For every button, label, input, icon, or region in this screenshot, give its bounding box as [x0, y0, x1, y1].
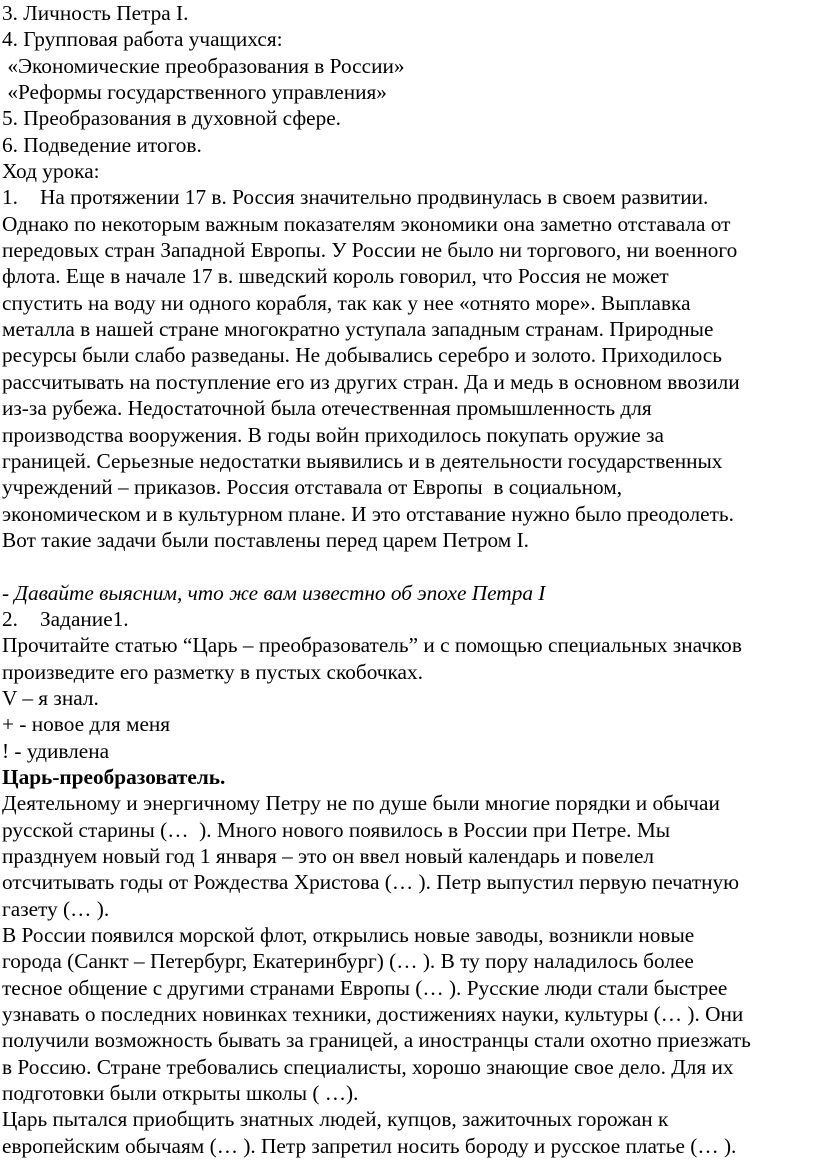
section-1-first-line [2, 184, 814, 210]
section-1 [2, 184, 814, 553]
paragraph-line: ресурсы были слабо разведаны. Не добывались серебро и золото. Приходилось [2, 343, 722, 368]
paragraph-line: границей. Серьезные недостатки выявились и в деятельности государственных [2, 448, 723, 473]
lesson-heading: Ход урока: [2, 159, 100, 184]
article-line: Царь пытался приобщить знатных людей, купцов, зажиточных горожан к [2, 1107, 669, 1132]
paragraph-line: спустить на воду ни одного корабля, так как у нее «отнято море». Выплавка [2, 290, 691, 315]
legend-item: ! - удивлена [2, 738, 110, 763]
article-line: города (Санкт – Петербург, Екатеринбург) (… ). В ту пору наладилось более [2, 949, 694, 974]
section-2-label: Задание1. [40, 606, 129, 631]
task-line: произведите его разметку в пустых скобочках. [2, 659, 423, 684]
document-page [2, 0, 814, 1159]
section-1-number: 1. [2, 185, 18, 210]
legend-item: + - новое для меня [2, 712, 171, 737]
paragraph-line: На протяжении 17 в. Россия значительно продвинулась в своем развитии. [40, 185, 709, 210]
task-line: Прочитайте статью “Царь – преобразователь” и с помощью специальных значков [2, 633, 742, 658]
article-line: газету (… ). [2, 896, 110, 921]
paragraph-line: экономическом и в культурном плане. И это отставание нужно было преодолеть. [2, 501, 734, 526]
paragraph-line: флота. Еще в начале 17 в. шведский король говорил, что Россия не может [2, 264, 669, 289]
article-line: в Россию. Стране требовались специалисты, хорошо знающие свое дело. Для их [2, 1054, 734, 1079]
plan-item: 5. Преобразования в духовной сфере. [2, 106, 342, 131]
lesson-plan [2, 0, 814, 158]
plan-item: «Реформы государственного управления» [2, 80, 387, 105]
article-line: отсчитывать годы от Рождества Христова (… ). Петр выпустил первую печатную [2, 870, 740, 895]
article-title: Царь-преобразователь. [2, 764, 226, 789]
article-line: подготовки были открыты школы ( …). [2, 1081, 359, 1106]
plan-item: «Экономические преобразования в России» [2, 53, 405, 78]
article-line: узнавать о последних новинках техники, достижениях науки, культуры (… ). Они [2, 1002, 744, 1027]
article-line: получили возможность бывать за границей, а иностранцы стали охотно приезжать [2, 1028, 751, 1053]
question-line: - Давайте выясним, что же вам известно об эпохе Петра I [2, 580, 546, 605]
article-line: Деятельному и энергичному Петру не по душе были многие порядки и обычаи [2, 791, 720, 816]
paragraph-line: рассчитывать на поступление его из других стран. Да и медь в основном ввозили [2, 369, 740, 394]
section-2-heading [2, 606, 814, 632]
plan-item: 6. Подведение итогов. [2, 132, 202, 157]
article-line: празднуем новый год 1 января – это он ввел новый календарь и повелел [2, 844, 655, 868]
section-2-number: 2. [2, 606, 18, 631]
legend-item: V – я знал. [2, 685, 99, 710]
paragraph-line: Вот такие задачи были поставлены перед царем Петром I. [2, 527, 529, 552]
paragraph-line: передовых стран Западной Европы. У России не было ни торгового, ни военного [2, 238, 738, 263]
article-line: тесное общение с другими странами Европы (… ). Русские люди стали быстрее [2, 975, 728, 1000]
blank-line [2, 553, 814, 579]
paragraph-line: Однако по некоторым важным показателям экономики она заметно отставала от [2, 211, 731, 236]
task-instructions [2, 632, 814, 685]
paragraph-line: из-за рубежа. Недостаточной была отечественная промышленность для [2, 396, 652, 421]
paragraph-line: производства вооружения. В годы войн приходилось покупать оружие за [2, 422, 664, 447]
plan-item: 3. Личность Петра I. [2, 1, 189, 25]
paragraph-line: учреждений – приказов. Россия отставала от Европы в социальном, [2, 475, 623, 500]
plan-item: 4. Групповая работа учащихся: [2, 27, 283, 52]
article-line: В России появился морской флот, открылись новые заводы, возникли новые [2, 923, 695, 948]
article [2, 764, 814, 1159]
marks-legend [2, 685, 814, 764]
article-line: русской старины (… ). Много нового появилось в России при Петре. Мы [2, 817, 671, 842]
paragraph-line: металла в нашей стране многократно уступала западным странам. Природные [2, 317, 714, 342]
article-line: европейским обычаям (… ). Петр запретил носить бороду и русское платье (… ). [2, 1133, 737, 1158]
